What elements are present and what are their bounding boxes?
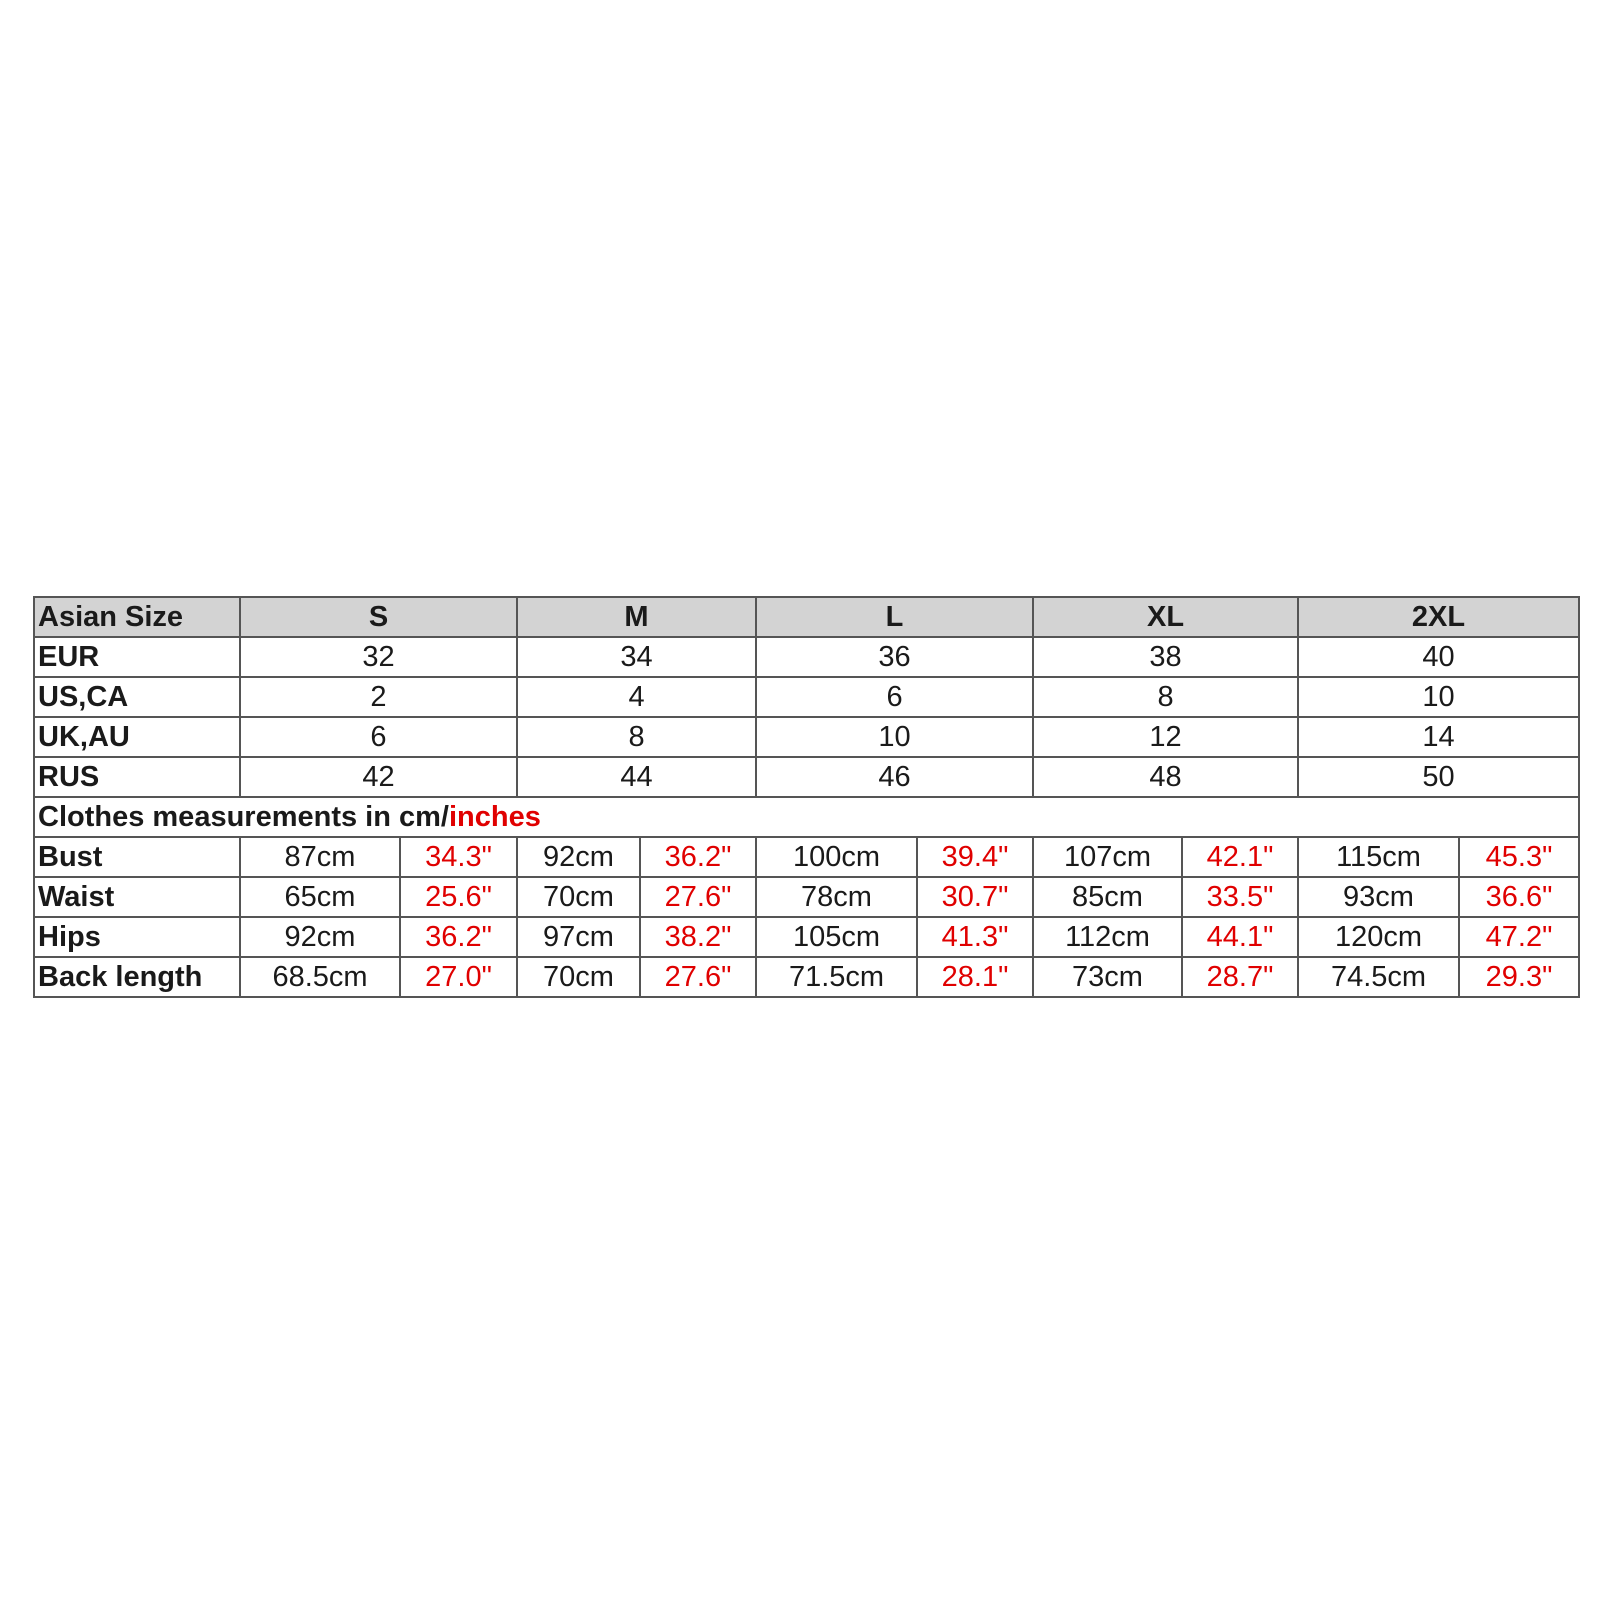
table-cell: 32	[240, 637, 517, 677]
cm-cell: 68.5cm	[240, 957, 400, 997]
inch-cell: 36.2"	[640, 837, 756, 877]
inch-cell: 28.1"	[917, 957, 1033, 997]
row-label: EUR	[34, 637, 240, 677]
size-header-2xl: 2XL	[1298, 597, 1579, 637]
inch-cell: 33.5"	[1182, 877, 1298, 917]
size-header-xl: XL	[1033, 597, 1298, 637]
measurement-row-back-length	[34, 957, 1579, 997]
row-label: Back length	[34, 957, 240, 997]
cm-cell: 107cm	[1033, 837, 1182, 877]
inch-cell: 27.0"	[400, 957, 517, 997]
table-cell: 8	[1033, 677, 1298, 717]
cm-cell: 70cm	[517, 957, 640, 997]
cm-cell: 71.5cm	[756, 957, 917, 997]
table-cell: 14	[1298, 717, 1579, 757]
cm-cell: 78cm	[756, 877, 917, 917]
section-title-prefix: Clothes measurements in cm/	[38, 801, 449, 833]
measurement-row-hips	[34, 917, 1579, 957]
row-label: Hips	[34, 917, 240, 957]
table-cell: 38	[1033, 637, 1298, 677]
table-cell: 10	[756, 717, 1033, 757]
conversion-row-rus	[34, 757, 1579, 797]
size-header-s: S	[240, 597, 517, 637]
cm-cell: 92cm	[517, 837, 640, 877]
inch-cell: 29.3"	[1459, 957, 1579, 997]
inch-cell: 27.6"	[640, 957, 756, 997]
table-cell: 46	[756, 757, 1033, 797]
table-cell: 44	[517, 757, 756, 797]
section-title-accent: inches	[448, 801, 541, 833]
inch-cell: 47.2"	[1459, 917, 1579, 957]
cm-cell: 87cm	[240, 837, 400, 877]
cm-cell: 120cm	[1298, 917, 1459, 957]
table-cell: 50	[1298, 757, 1579, 797]
inch-cell: 30.7"	[917, 877, 1033, 917]
cm-cell: 70cm	[517, 877, 640, 917]
table-cell: 42	[240, 757, 517, 797]
header-row	[34, 597, 1579, 637]
inch-cell: 28.7"	[1182, 957, 1298, 997]
table-cell: 12	[1033, 717, 1298, 757]
table-cell: 4	[517, 677, 756, 717]
table-cell: 6	[756, 677, 1033, 717]
size-header-l: L	[756, 597, 1033, 637]
cm-cell: 100cm	[756, 837, 917, 877]
row-label: RUS	[34, 757, 240, 797]
inch-cell: 42.1"	[1182, 837, 1298, 877]
table-cell: 10	[1298, 677, 1579, 717]
row-label: Bust	[34, 837, 240, 877]
size-chart-table	[33, 596, 1580, 998]
table-cell: 6	[240, 717, 517, 757]
cm-cell: 112cm	[1033, 917, 1182, 957]
table-cell: 40	[1298, 637, 1579, 677]
table-cell: 48	[1033, 757, 1298, 797]
row-label: US,CA	[34, 677, 240, 717]
section-title	[34, 797, 1579, 837]
inch-cell: 36.2"	[400, 917, 517, 957]
row-label: Waist	[34, 877, 240, 917]
inch-cell: 38.2"	[640, 917, 756, 957]
cm-cell: 74.5cm	[1298, 957, 1459, 997]
inch-cell: 25.6"	[400, 877, 517, 917]
conversion-row-eur	[34, 637, 1579, 677]
table-cell: 2	[240, 677, 517, 717]
cm-cell: 93cm	[1298, 877, 1459, 917]
cm-cell: 92cm	[240, 917, 400, 957]
conversion-row-us-ca	[34, 677, 1579, 717]
header-label: Asian Size	[34, 597, 240, 637]
inch-cell: 36.6"	[1459, 877, 1579, 917]
row-label: UK,AU	[34, 717, 240, 757]
measurement-row-waist	[34, 877, 1579, 917]
cm-cell: 85cm	[1033, 877, 1182, 917]
size-header-m: M	[517, 597, 756, 637]
inch-cell: 27.6"	[640, 877, 756, 917]
conversion-row-uk-au	[34, 717, 1579, 757]
inch-cell: 45.3"	[1459, 837, 1579, 877]
measurement-row-bust	[34, 837, 1579, 877]
cm-cell: 97cm	[517, 917, 640, 957]
table-cell: 36	[756, 637, 1033, 677]
cm-cell: 73cm	[1033, 957, 1182, 997]
table-cell: 34	[517, 637, 756, 677]
section-row	[34, 797, 1579, 837]
inch-cell: 39.4"	[917, 837, 1033, 877]
inch-cell: 34.3"	[400, 837, 517, 877]
inch-cell: 41.3"	[917, 917, 1033, 957]
cm-cell: 105cm	[756, 917, 917, 957]
inch-cell: 44.1"	[1182, 917, 1298, 957]
cm-cell: 65cm	[240, 877, 400, 917]
cm-cell: 115cm	[1298, 837, 1459, 877]
table-cell: 8	[517, 717, 756, 757]
